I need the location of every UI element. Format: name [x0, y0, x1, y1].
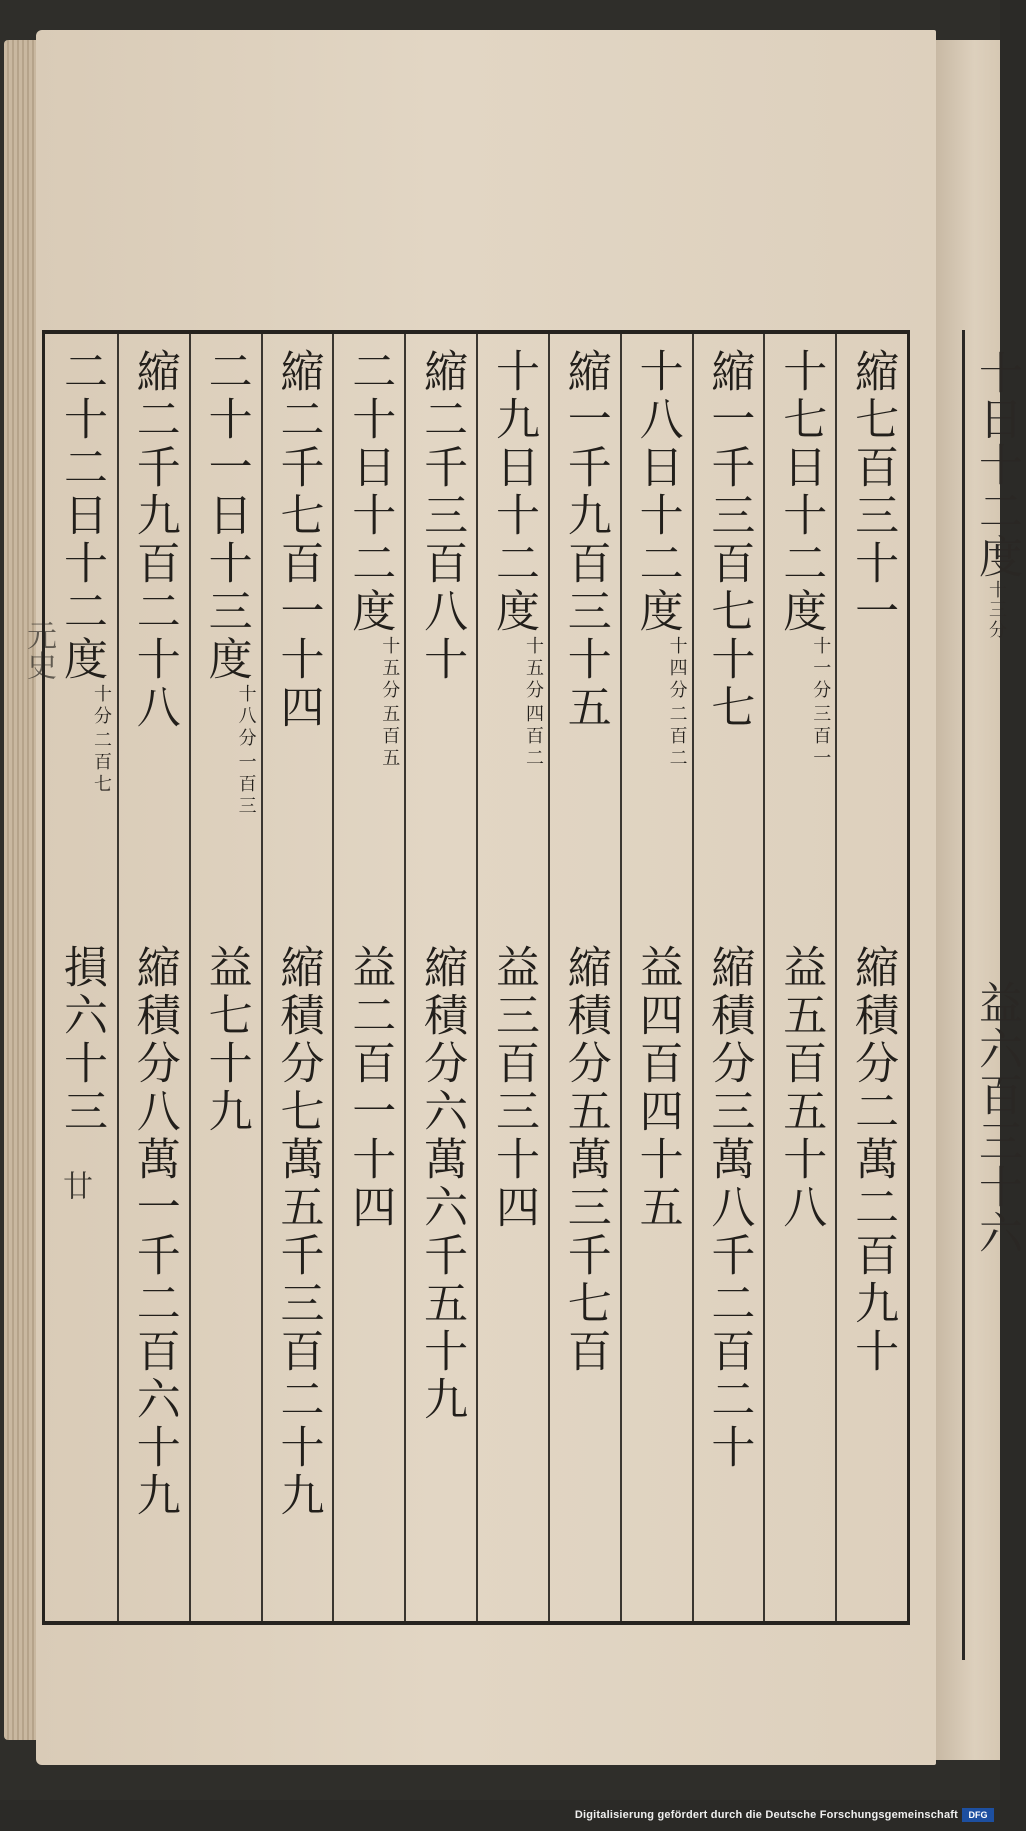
note-left: 十四分	[666, 636, 688, 702]
text-column	[332, 334, 404, 1621]
dfg-logo: DFG	[962, 1808, 994, 1822]
note-left: 十分	[90, 684, 112, 728]
column-lower-text: 益三百三十四	[487, 944, 539, 1232]
column-lower-text: 益七十九	[200, 944, 252, 1136]
text-column	[620, 334, 692, 1621]
column-upper-text: 縮二千三百八十	[416, 348, 468, 684]
text-column	[261, 334, 333, 1621]
text-column	[835, 334, 907, 1621]
column-lower-text: 縮積分七萬五千三百二十九	[272, 944, 324, 1520]
column-upper-text: 縮一千三百七十七	[703, 348, 755, 732]
footer-credit: Digitalisierung gefördert durch die Deutsche Forschungsgemeinschaft	[574, 1809, 958, 1821]
column-lower-text: 損六十三	[55, 944, 107, 1136]
column-upper-text: 縮二千九百二十八	[128, 348, 180, 732]
interlinear-note	[379, 636, 399, 770]
column-upper-main: 十七日十二度	[775, 348, 827, 636]
column-upper-text	[483, 348, 543, 770]
column-upper-text: 縮一千九百三十五	[559, 348, 611, 732]
column-upper-main: 二十日十二度	[344, 348, 396, 636]
text-column	[476, 334, 548, 1621]
column-lower-text: 縮積分六萬六千五十九	[416, 944, 468, 1424]
note-right: 四百二	[522, 704, 544, 770]
column-lower-text: 益二百一十四	[344, 944, 396, 1232]
interlinear-note	[236, 684, 256, 818]
interlinear-note	[810, 636, 830, 770]
text-column	[763, 334, 835, 1621]
column-lower-text: 縮積分三萬八千二百二十	[703, 944, 755, 1472]
column-upper-text	[51, 348, 111, 796]
interlinear-note	[667, 636, 687, 770]
adjacent-upper-text: 十日十二度	[971, 350, 1022, 580]
column-lower-text: 縮積分五萬三千七百	[559, 944, 611, 1376]
column-upper-main: 十九日十二度	[487, 348, 539, 636]
adjacent-page-text-lower: 益六百三十六	[971, 980, 1022, 1256]
folio-number: 廿	[57, 1170, 92, 1200]
interlinear-note	[91, 684, 111, 796]
column-upper-text: 縮七百三十一	[847, 348, 899, 636]
column-lower-text: 益五百五十八	[775, 944, 827, 1232]
note-right: 一百三	[235, 752, 257, 818]
text-column	[189, 334, 261, 1621]
adjacent-page-text-upper	[966, 350, 1026, 640]
text-column	[692, 334, 764, 1621]
text-column	[45, 334, 117, 1621]
column-upper-main: 二十二日十二度	[55, 348, 107, 684]
note-right: 二百七	[90, 730, 112, 796]
text-frame	[42, 330, 910, 1625]
column-upper-text	[770, 348, 830, 770]
interlinear-note	[523, 636, 543, 770]
text-column	[117, 334, 189, 1621]
column-upper-main: 十八日十二度	[631, 348, 683, 636]
note-left: 十五分	[379, 636, 401, 702]
note-right: 三百一	[810, 704, 832, 770]
adjacent-page	[936, 40, 1022, 1760]
footer-bar	[0, 1800, 1000, 1831]
column-upper-text	[196, 348, 256, 818]
text-column	[404, 334, 476, 1621]
column-upper-text	[339, 348, 399, 770]
column-upper-main: 二十一日十三度	[200, 348, 252, 684]
note-left: 十八分	[235, 684, 257, 750]
note-right: 二百二	[666, 704, 688, 770]
note-right: 五百五	[379, 704, 401, 770]
note-left: 十一分	[810, 636, 832, 702]
page-edges	[4, 40, 40, 1740]
column-lower-text: 縮積分八萬一千二百六十九	[128, 944, 180, 1520]
column-upper-text: 縮二千七百一十四	[272, 348, 324, 732]
column-upper-text	[627, 348, 687, 770]
note-left: 十五分	[522, 636, 544, 702]
column-lower-text: 縮積分二萬二百九十	[847, 944, 899, 1376]
text-columns	[45, 334, 907, 1621]
column-lower-text: 益四百四十五	[631, 944, 683, 1232]
book-title-mark: 元史	[21, 620, 56, 680]
adjacent-upper-note: 十三分	[986, 580, 1007, 640]
text-column	[548, 334, 620, 1621]
